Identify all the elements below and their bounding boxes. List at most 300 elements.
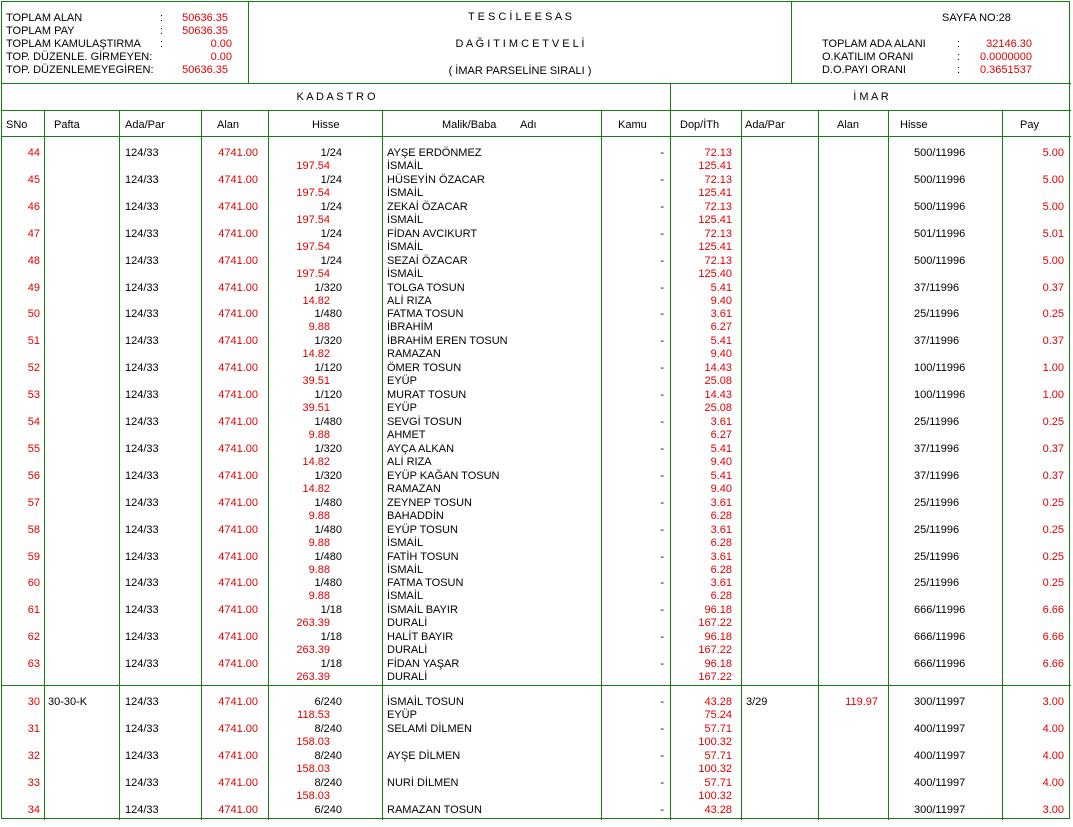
ada-value: 0.0000000 [980,51,1032,63]
father-cell: RAMAZAN [387,348,441,361]
owner-cell: İBRAHİM EREN TOSUN [387,335,508,348]
kamu-cell: - [660,389,664,402]
hisse-area-cell: 39.51 [302,402,330,415]
adapar-cell: 124/33 [125,173,159,186]
dop-cell: 43.28 [704,803,732,816]
father-cell: İBRAHİM [387,321,433,334]
dop2-cell: 6.28 [710,590,732,603]
father-cell: İSMAİL [387,186,424,199]
imar-hisse-cell: 300/11997 [914,696,966,708]
pay-cell: 0.25 [1042,523,1064,536]
table-row [2,304,1071,334]
adapar-cell: 124/33 [125,389,159,402]
dop-cell: 72.13 [704,147,732,159]
table-row [2,358,1071,388]
adapar-cell: 124/33 [125,577,159,590]
pay-cell: 1.00 [1042,389,1064,402]
sno-cell: 50 [27,308,40,321]
kamu-cell: - [660,416,664,428]
alan-cell: 4741.00 [218,173,258,186]
alan-cell: 4741.00 [218,496,258,509]
hisse-cell: 6/240 [314,803,342,816]
alan-cell: 4741.00 [218,389,258,402]
pafta-cell: 30-30-K [48,696,88,708]
father-cell: EYÜP [387,402,417,415]
imar-hisse-cell: 25/11996 [914,523,960,536]
dop-cell: 14.43 [704,362,732,375]
imar-alan-cell: 119.97 [845,696,878,708]
imar-adapar-cell: 3/29 [746,696,768,708]
table-row [2,412,1071,439]
hisse-area-cell: 263.39 [296,671,330,684]
imar-hisse-cell: 300/11997 [914,803,966,816]
kamu-cell: - [660,335,664,348]
owner-cell: FİDAN AVCIKURT [387,227,478,240]
hisse-cell: 1/480 [314,577,342,590]
adapar-cell: 124/33 [125,469,159,482]
doc-subtitle: ( İMAR PARSELİNE SIRALI ) [448,65,592,77]
father-cell: ALİ RIZA [387,455,432,468]
dop2-cell: 100.32 [698,735,732,748]
hisse-cell: 8/240 [314,776,342,789]
father-cell: İSMAİL [387,213,424,226]
col-sno: SNo [6,119,28,131]
dop2-cell: 167.22 [698,617,732,630]
pay-cell: 0.25 [1042,416,1064,428]
hisse-cell: 1/24 [320,200,342,213]
total-value: 50636.35 [182,25,228,37]
total-colon: : [160,12,164,24]
pay-cell: 0.37 [1042,335,1064,348]
col-pay: Pay [1020,119,1039,131]
owner-cell: EYÜP KAĞAN TOSUN [387,469,500,482]
hisse-cell: 1/120 [314,389,342,402]
dop-cell: 5.41 [710,442,732,455]
dop-cell: 96.18 [704,604,732,617]
sno-cell: 31 [27,722,40,735]
pay-cell: 5.01 [1042,227,1064,240]
dop-cell: 3.61 [710,308,732,321]
hisse-cell: 1/320 [314,469,342,482]
table-row [2,627,1071,657]
ada-value: 0.3651537 [980,64,1032,76]
dop-cell: 57.71 [704,776,732,789]
father-cell: RAMAZAN [387,482,441,495]
group-separator [2,685,1071,686]
hisse-area-cell: 158.03 [296,789,330,802]
sno-cell: 48 [27,254,40,267]
alan-cell: 4741.00 [218,658,258,671]
total-label: TOPLAM PAY [6,25,75,37]
table-row [2,520,1071,547]
hisse-cell: 1/18 [320,631,342,644]
alan-cell: 4741.00 [218,550,258,563]
kamu-cell: - [660,722,664,735]
distribution-sheet [1,1,1070,819]
hisse-cell: 1/480 [314,416,342,428]
sno-cell: 33 [27,776,40,789]
owner-cell: NURİ DİLMEN [387,776,459,789]
dop-cell: 72.13 [704,227,732,240]
hisse-area-cell: 197.54 [296,186,330,199]
father-cell: DURALİ [387,671,428,684]
pay-cell: 5.00 [1042,200,1064,213]
pay-cell: 0.25 [1042,550,1064,563]
alan-cell: 4741.00 [218,631,258,644]
dop-cell: 5.41 [710,281,732,294]
table-row [2,439,1071,466]
table-row [2,331,1071,361]
imar-hisse-cell: 37/11996 [914,442,960,455]
alan-cell: 4741.00 [218,254,258,267]
dop2-cell: 125.41 [698,160,732,172]
owner-cell: AYŞE ERDÖNMEZ [387,147,482,159]
hisse-area-cell: 14.82 [302,348,330,361]
alan-cell: 4741.00 [218,416,258,428]
sno-cell: 45 [27,173,40,186]
pay-cell: 0.25 [1042,308,1064,321]
total-colon: : [160,25,164,37]
kamu-cell: - [660,254,664,267]
owner-cell: ZEYNEP TOSUN [387,496,472,509]
dop-cell: 72.13 [704,254,732,267]
owner-cell: AYŞE DİLMEN [387,749,461,762]
adapar-cell: 124/33 [125,281,159,294]
father-cell: EYÜP [387,709,417,721]
dop-cell: 72.13 [704,173,732,186]
imar-hisse-cell: 25/11996 [914,308,960,321]
dop-cell: 72.13 [704,200,732,213]
total-label: TOPLAM ALAN [6,12,83,24]
imar-hisse-cell: 501/11996 [914,227,966,240]
father-cell: İSMAİL [387,267,424,280]
table-row [2,692,1071,719]
imar-hisse-cell: 25/11996 [914,550,960,563]
imar-hisse-cell: 666/11996 [914,604,966,617]
table-row [2,493,1071,520]
col-imar-hisse: Hisse [900,119,928,131]
col-pafta: Pafta [54,119,80,131]
pay-cell: 5.00 [1042,254,1064,267]
imar-hisse-cell: 666/11996 [914,658,966,671]
hisse-cell: 1/480 [314,550,342,563]
sno-cell: 62 [27,631,40,644]
hisse-area-cell: 158.03 [296,735,330,748]
dop2-cell: 6.28 [710,536,732,549]
alan-cell: 4741.00 [218,604,258,617]
col-kamu: Kamu [618,119,647,131]
adapar-cell: 124/33 [125,308,159,321]
adapar-cell: 124/33 [125,604,159,617]
table-row [2,773,1071,800]
kamu-cell: - [660,658,664,671]
pay-cell: 4.00 [1042,749,1064,762]
imar-hisse-cell: 37/11996 [914,335,960,348]
imar-hisse-cell: 37/11996 [914,469,960,482]
alan-cell: 4741.00 [218,577,258,590]
dop-cell: 57.71 [704,749,732,762]
col-malik: Malik/Baba [442,119,497,131]
sno-cell: 59 [27,550,40,563]
hisse-area-cell: 197.54 [296,160,330,172]
hisse-cell: 1/18 [320,658,342,671]
total-label: TOPLAM KAMULAŞTIRMA [6,38,141,50]
col-imar-adapar: Ada/Par [745,119,785,131]
imar-hisse-cell: 25/11996 [914,577,960,590]
kamu-cell: - [660,550,664,563]
dop2-cell: 6.27 [710,429,732,441]
imar-title: İ M A R [853,91,889,103]
owner-cell: MURAT TOSUN [387,389,467,402]
owner-cell: HÜSEYİN ÖZACAR [387,173,485,186]
sno-cell: 51 [27,335,40,348]
owner-cell: SEVGİ TOSUN [387,416,462,428]
father-cell: İSMAİL [387,536,424,549]
dop2-cell: 9.40 [710,455,732,468]
ada-value: 32146.30 [986,38,1032,50]
dop2-cell: 6.27 [710,321,732,334]
kamu-cell: - [660,776,664,789]
dop2-cell: 100.32 [698,789,732,802]
hisse-cell: 1/320 [314,335,342,348]
pay-cell: 0.37 [1042,469,1064,482]
dop2-cell: 125.41 [698,213,732,226]
dop-cell: 96.18 [704,658,732,671]
table-row [2,600,1071,630]
table-row [2,573,1071,603]
hisse-area-cell: 14.82 [302,294,330,307]
imar-hisse-cell: 500/11996 [914,254,966,267]
doc-title-2: D A Ğ I T I M C E T V E L İ [455,38,585,50]
alan-cell: 4741.00 [218,200,258,213]
dop2-cell: 6.28 [710,563,732,576]
adapar-cell: 124/33 [125,200,159,213]
kamu-cell: - [660,604,664,617]
sno-cell: 49 [27,281,40,294]
father-cell: ALİ RIZA [387,294,432,307]
alan-cell: 4741.00 [218,147,258,159]
hisse-area-cell: 118.53 [297,709,330,721]
dop2-cell: 100.32 [698,762,732,775]
pay-cell: 0.25 [1042,577,1064,590]
dop-cell: 14.43 [704,389,732,402]
dop2-cell: 75.24 [704,709,732,721]
alan-cell: 4741.00 [218,776,258,789]
kamu-cell: - [660,227,664,240]
sno-cell: 47 [27,227,40,240]
dop2-cell: 25.08 [704,375,732,388]
kamu-cell: - [660,577,664,590]
owner-cell: EYÜP TOSUN [387,523,458,536]
col-adapar: Ada/Par [125,119,165,131]
pay-cell: 4.00 [1042,722,1064,735]
table-row [2,466,1071,493]
dop-cell: 57.71 [704,722,732,735]
total-value: 50636.35 [182,12,228,24]
owner-cell: ÖMER TOSUN [387,362,462,375]
pay-cell: 4.00 [1042,776,1064,789]
father-cell: İSMAİL [387,240,424,253]
header-divider [791,2,792,83]
owner-cell: FİDAN YAŞAR [387,658,460,671]
pay-cell: 5.00 [1042,147,1064,159]
sno-cell: 58 [27,523,40,536]
hisse-area-cell: 9.88 [308,321,330,334]
table-row [2,224,1071,251]
alan-cell: 4741.00 [218,749,258,762]
alan-cell: 4741.00 [218,469,258,482]
alan-cell: 4741.00 [218,696,258,708]
dop2-cell: 125.40 [698,267,732,280]
table-row [2,170,1071,197]
owner-cell: RAMAZAN TOSUN [387,803,482,816]
sno-cell: 53 [27,389,40,402]
sno-cell: 61 [27,604,40,617]
hisse-cell: 1/320 [314,442,342,455]
total-label: TOP. DÜZENLEMEYEGİREN: [6,64,154,76]
owner-cell: SELAMİ DİLMEN [387,722,472,735]
alan-cell: 4741.00 [218,362,258,375]
kamu-cell: - [660,281,664,294]
total-value: 0.00 [210,51,232,63]
dop-cell: 96.18 [704,631,732,644]
pay-cell: 6.66 [1042,658,1064,671]
sno-cell: 57 [27,496,40,509]
col-hisse: Hisse [312,119,340,131]
hisse-cell: 1/24 [320,173,342,186]
sno-cell: 30 [27,696,40,708]
dop-cell: 3.61 [710,496,732,509]
sno-cell: 54 [27,416,40,428]
kamu-cell: - [660,523,664,536]
table-row [2,251,1071,278]
adapar-cell: 124/33 [125,496,159,509]
adapar-cell: 124/33 [125,631,159,644]
kadastro-title: K A D A S T R O [296,91,376,103]
sno-cell: 63 [27,658,40,671]
imar-hisse-cell: 500/11996 [914,147,966,159]
alan-cell: 4741.00 [218,803,258,816]
father-cell: İSMAİL [387,563,424,576]
hisse-area-cell: 158.03 [296,762,330,775]
owner-cell: FATİH TOSUN [387,550,459,563]
hisse-area-cell: 9.88 [308,590,330,603]
hisse-area-cell: 9.88 [308,429,330,441]
hisse-cell: 1/24 [320,254,342,267]
hisse-cell: 1/18 [320,604,342,617]
imar-hisse-cell: 400/11997 [914,722,966,735]
sno-cell: 32 [27,749,40,762]
kamu-cell: - [660,631,664,644]
hisse-area-cell: 197.54 [296,240,330,253]
kamu-cell: - [660,696,664,708]
dop2-cell: 9.40 [710,294,732,307]
father-cell: İSMAİL [387,590,424,603]
adapar-cell: 124/33 [125,803,159,816]
total-value: 50636.35 [182,64,228,76]
hisse-area-cell: 9.88 [308,563,330,576]
ada-label: O.KATILIM ORANI [822,51,914,63]
pay-cell: 3.00 [1042,696,1064,708]
alan-cell: 4741.00 [218,523,258,536]
father-cell: AHMET [387,429,426,441]
dop2-cell: 125.41 [698,240,732,253]
dop-cell: 5.41 [710,335,732,348]
table-row [2,197,1071,224]
pay-cell: 3.00 [1042,803,1064,816]
hisse-area-cell: 39.51 [302,375,330,388]
adapar-cell: 124/33 [125,254,159,267]
header-rule [2,83,1071,84]
hisse-area-cell: 9.88 [308,509,330,522]
kamu-cell: - [660,362,664,375]
owner-cell: HALİT BAYIR [387,631,454,644]
hisse-area-cell: 14.82 [302,455,330,468]
adapar-cell: 124/33 [125,416,159,428]
father-cell: BAHADDİN [387,509,444,522]
col-adi: Adı [520,119,537,131]
imar-hisse-cell: 37/11996 [914,281,960,294]
alan-cell: 4741.00 [218,442,258,455]
table-row [2,654,1071,684]
adapar-cell: 124/33 [125,227,159,240]
alan-cell: 4741.00 [218,308,258,321]
imar-hisse-cell: 400/11997 [914,749,966,762]
dop-cell: 3.61 [710,523,732,536]
alan-cell: 4741.00 [218,227,258,240]
owner-cell: SEZAİ ÖZACAR [387,254,468,267]
hisse-cell: 1/120 [314,362,342,375]
sno-cell: 55 [27,442,40,455]
imar-hisse-cell: 500/11996 [914,173,966,186]
adapar-cell: 124/33 [125,335,159,348]
adapar-cell: 124/33 [125,722,159,735]
kamu-cell: - [660,308,664,321]
kamu-cell: - [660,803,664,816]
ada-colon: : [957,38,961,50]
father-cell: EYÜP [387,375,417,388]
col-imar-alan: Alan [837,119,860,131]
pay-cell: 0.37 [1042,442,1064,455]
imar-hisse-cell: 25/11996 [914,496,960,509]
table-row [2,385,1071,415]
dop2-cell: 9.40 [710,348,732,361]
total-colon: : [160,38,164,50]
kamu-cell: - [660,200,664,213]
pay-cell: 6.66 [1042,631,1064,644]
hisse-cell: 1/24 [320,227,342,240]
imar-hisse-cell: 25/11996 [914,416,960,428]
col-dop: Dop/İTh [680,119,720,131]
dop-cell: 3.61 [710,550,732,563]
owner-cell: ZEKAİ ÖZACAR [387,200,468,213]
imar-hisse-cell: 500/11996 [914,200,966,213]
alan-cell: 4741.00 [218,335,258,348]
dop-cell: 3.61 [710,416,732,428]
col-alan: Alan [217,119,240,131]
hisse-area-cell: 9.88 [308,536,330,549]
adapar-cell: 124/33 [125,696,159,708]
imar-hisse-cell: 100/11996 [914,389,966,402]
hisse-area-cell: 263.39 [296,644,330,657]
dop2-cell: 125.41 [698,186,732,199]
sno-cell: 34 [27,803,40,816]
owner-cell: FATMA TOSUN [387,308,464,321]
hisse-cell: 8/240 [314,749,342,762]
table-row [2,547,1071,574]
father-cell: İSMAİL [387,160,424,172]
sno-cell: 52 [27,362,40,375]
